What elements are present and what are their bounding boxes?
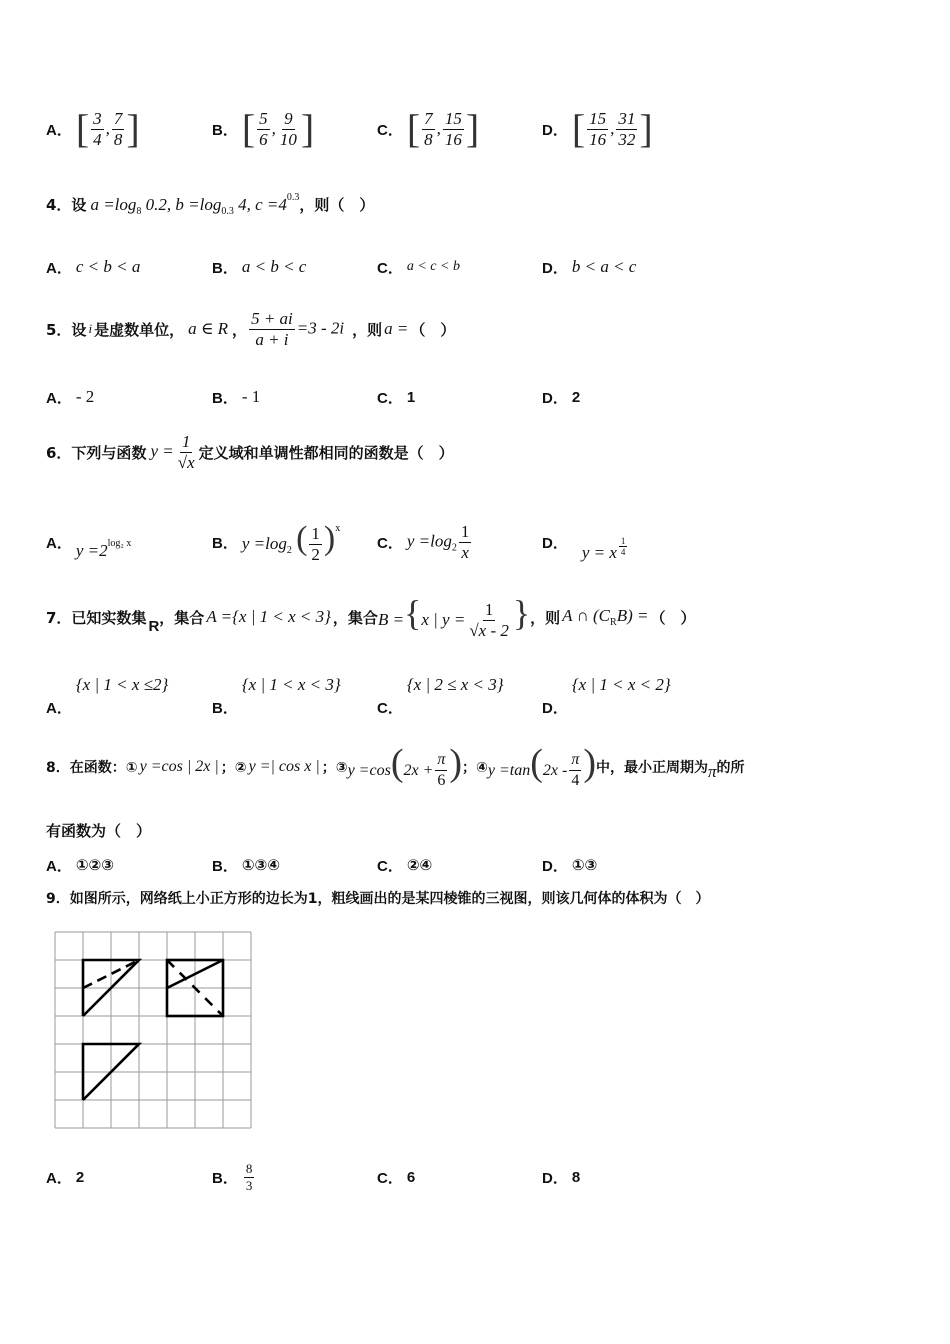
q4-option-b[interactable]: B． a < b < c — [212, 257, 307, 277]
q3-option-c[interactable]: C． [ $\frac{7}{8}$ , $\frac{15}{16}$ ] — [377, 106, 480, 151]
q6-option-b[interactable]: B． $y =\log_2$ ( $\frac{1}{2}$ )$^x$ — [212, 519, 341, 565]
q8-option-c[interactable]: C． ②④ — [377, 857, 433, 875]
q5-equation: $\frac{5 + ai}{a + i}$ =3 - 2i — [251, 308, 345, 349]
q3-options — [46, 104, 906, 154]
q6-option-d[interactable]: D． y = x $\frac{1}{4}$ — [542, 534, 626, 562]
q9-option-b[interactable]: B． $\frac{8}{3}$ — [212, 1160, 253, 1193]
q8-option-d[interactable]: D． ①③ — [542, 857, 598, 875]
interval: [ $\frac{7}{8}$ , $\frac{15}{16}$ ] — [406, 106, 480, 151]
q4-option-a[interactable]: A． c < b < a — [46, 257, 141, 277]
q9-option-c[interactable]: C． 6 — [377, 1168, 416, 1187]
interval: [ $\frac{3}{4}$ , $\frac{7}{8}$ ] — [75, 106, 140, 151]
question-6: 6．下列与函数 y = $\frac{1}{√x}$ 定义域和单调性都相同的函数是（ ） — [46, 431, 454, 472]
q7-option-b[interactable]: B． {x | 1 < x < 3} — [212, 675, 341, 717]
question-8: 8．在函数：① y =cos | 2x | ；② y =| cos x | ；③ y =cos(2x + $\frac{\pi}{6}$ ) ；④ y =tan(2x - $\frac{\pi}{4}$ ) 中，最小正周期为 π 的所 — [46, 741, 745, 790]
q7-option-c[interactable]: C． {x | 2 ≤ x < 3} — [377, 675, 504, 717]
q3-option-a[interactable]: A． [ $\frac{3}{4}$ , $\frac{7}{8}$ ] — [46, 106, 140, 151]
q5-option-a[interactable]: A． - 2 — [46, 387, 95, 407]
q5-option-d[interactable]: D． 2 — [542, 388, 581, 407]
q4-option-c[interactable]: C． a < c < b — [377, 259, 460, 277]
q4-options — [46, 242, 906, 292]
q8-func-4: y =tan(2x - $\frac{\pi}{4}$ ) — [487, 741, 597, 790]
question-9: 9．如图所示，网络纸上小正方形的边长为1，粗线画出的是某四棱锥的三视图，则该几何体的体积为（ ） — [46, 891, 710, 907]
q9-option-a[interactable]: A． 2 — [46, 1168, 85, 1187]
q6-options — [46, 514, 906, 570]
q7-options — [46, 670, 906, 720]
three-view-grid — [52, 928, 256, 1139]
interval: [ $\frac{5}{6}$ , $\frac{9}{10}$ ] — [241, 106, 315, 151]
q8-func-3: y =cos(2x + $\frac{\pi}{6}$ ) — [347, 741, 463, 790]
question-4: 4．设 $a =\log_8$ 0.2, $b =\log_{0.3}$ 4, $c =4^{0.3}$ ，则（ ） — [46, 191, 375, 217]
q4-expression: $a =\log_8$ 0.2, $b =\log_{0.3}$ 4, $c =4^{0.3}$ — [90, 191, 300, 217]
q7-option-d[interactable]: D． {x | 1 < x < 2} — [542, 675, 671, 717]
question-8-line-2: 有函数为（ ） — [46, 821, 152, 840]
q6-function: y = $\frac{1}{√x}$ — [150, 431, 195, 472]
q8-options — [46, 840, 906, 890]
q5-option-b[interactable]: B． - 1 — [212, 387, 261, 407]
question-7: 7．已知实数集 R ，集合 A ={x | 1 < x < 3} ，集合 B ={x | y = $\frac{1}{√x - 2}$ } ，则 A ∩ $(C_RB)$ = （ ） — [46, 592, 696, 641]
q5-option-c[interactable]: C． 1 — [377, 388, 416, 407]
three-view-figure — [52, 928, 256, 1134]
q9-option-d[interactable]: D． 8 — [542, 1168, 581, 1187]
q6-option-c[interactable]: C． $y =\log_2$ $\frac{1}{x}$ — [377, 521, 470, 562]
q7-option-a[interactable]: A． {x | 1 < x ≤2} — [46, 675, 169, 717]
interval: [ $\frac{15}{16}$ , $\frac{31}{32}$ ] — [571, 106, 653, 151]
q5-options — [46, 372, 906, 422]
q8-option-b[interactable]: B． ①③④ — [212, 857, 280, 875]
q7-set-b: B ={x | y = $\frac{1}{√x - 2}$ } — [377, 592, 531, 641]
q4-option-d[interactable]: D． b < a < c — [542, 257, 637, 277]
q3-option-d[interactable]: D． [ $\frac{15}{16}$ , $\frac{31}{32}$ ] — [542, 106, 653, 151]
q9-options — [46, 1152, 906, 1202]
q6-option-a[interactable]: A． $y =2^{log_2 x}$ — [46, 534, 132, 560]
question-5: 5．设 i 是虚数单位， a ∈ R ， $\frac{5 + ai}{a + i}$ =3 - 2i ，则 a = （ ） — [46, 308, 456, 349]
q8-option-a[interactable]: A． ①②③ — [46, 857, 114, 875]
q3-option-b[interactable]: B． [ $\frac{5}{6}$ , $\frac{9}{10}$ ] — [212, 106, 315, 151]
thick-outlines — [83, 960, 223, 1100]
